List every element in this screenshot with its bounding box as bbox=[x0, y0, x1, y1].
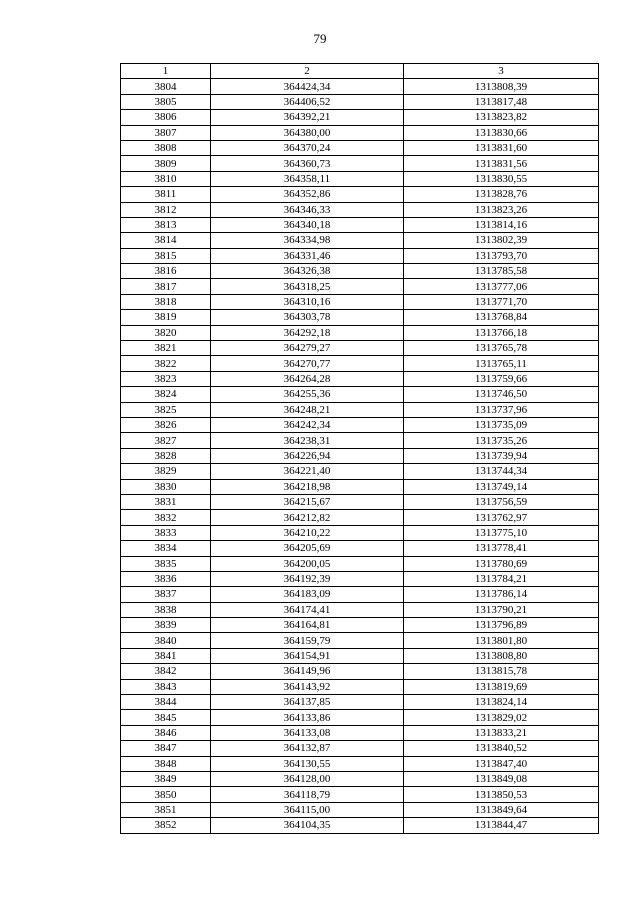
cell-x-coordinate: 364326,38 bbox=[211, 264, 404, 279]
column-header-y-coordinate: 3 bbox=[404, 64, 599, 79]
cell-point-number: 3807 bbox=[121, 125, 211, 140]
cell-y-coordinate: 1313833,21 bbox=[404, 725, 599, 740]
table-row bbox=[121, 264, 599, 279]
cell-y-coordinate: 1313849,64 bbox=[404, 802, 599, 817]
cell-point-number: 3829 bbox=[121, 464, 211, 479]
table-row bbox=[121, 356, 599, 371]
cell-y-coordinate: 1313808,80 bbox=[404, 648, 599, 663]
cell-x-coordinate: 364279,27 bbox=[211, 341, 404, 356]
table-row bbox=[121, 187, 599, 202]
table-row bbox=[121, 633, 599, 648]
column-header-x-coordinate: 2 bbox=[211, 64, 404, 79]
cell-point-number: 3822 bbox=[121, 356, 211, 371]
cell-x-coordinate: 364392,21 bbox=[211, 110, 404, 125]
cell-point-number: 3838 bbox=[121, 602, 211, 617]
table-row bbox=[121, 233, 599, 248]
cell-x-coordinate: 364183,09 bbox=[211, 587, 404, 602]
cell-y-coordinate: 1313737,96 bbox=[404, 402, 599, 417]
cell-y-coordinate: 1313830,66 bbox=[404, 125, 599, 140]
cell-point-number: 3804 bbox=[121, 79, 211, 94]
cell-x-coordinate: 364264,28 bbox=[211, 371, 404, 386]
cell-y-coordinate: 1313849,08 bbox=[404, 771, 599, 786]
cell-point-number: 3847 bbox=[121, 741, 211, 756]
column-header-point-number: 1 bbox=[121, 64, 211, 79]
cell-y-coordinate: 1313771,70 bbox=[404, 294, 599, 309]
table-row bbox=[121, 787, 599, 802]
cell-y-coordinate: 1313759,66 bbox=[404, 371, 599, 386]
cell-y-coordinate: 1313790,21 bbox=[404, 602, 599, 617]
cell-y-coordinate: 1313840,52 bbox=[404, 741, 599, 756]
cell-point-number: 3817 bbox=[121, 279, 211, 294]
table-row bbox=[121, 771, 599, 786]
cell-point-number: 3849 bbox=[121, 771, 211, 786]
cell-point-number: 3841 bbox=[121, 648, 211, 663]
cell-x-coordinate: 364380,00 bbox=[211, 125, 404, 140]
cell-x-coordinate: 364270,77 bbox=[211, 356, 404, 371]
table-row bbox=[121, 433, 599, 448]
cell-x-coordinate: 364331,46 bbox=[211, 248, 404, 263]
cell-point-number: 3827 bbox=[121, 433, 211, 448]
cell-y-coordinate: 1313786,14 bbox=[404, 587, 599, 602]
cell-y-coordinate: 1313765,11 bbox=[404, 356, 599, 371]
cell-y-coordinate: 1313831,60 bbox=[404, 140, 599, 155]
table-row bbox=[121, 710, 599, 725]
cell-y-coordinate: 1313823,82 bbox=[404, 110, 599, 125]
cell-x-coordinate: 364255,36 bbox=[211, 387, 404, 402]
cell-y-coordinate: 1313844,47 bbox=[404, 818, 599, 833]
cell-x-coordinate: 364104,35 bbox=[211, 818, 404, 833]
cell-x-coordinate: 364292,18 bbox=[211, 325, 404, 340]
cell-point-number: 3812 bbox=[121, 202, 211, 217]
cell-point-number: 3809 bbox=[121, 156, 211, 171]
table-row bbox=[121, 387, 599, 402]
cell-x-coordinate: 364132,87 bbox=[211, 741, 404, 756]
cell-point-number: 3814 bbox=[121, 233, 211, 248]
cell-y-coordinate: 1313802,39 bbox=[404, 233, 599, 248]
cell-x-coordinate: 364358,11 bbox=[211, 171, 404, 186]
cell-x-coordinate: 364133,08 bbox=[211, 725, 404, 740]
table-row bbox=[121, 818, 599, 833]
cell-x-coordinate: 364164,81 bbox=[211, 618, 404, 633]
cell-y-coordinate: 1313749,14 bbox=[404, 479, 599, 494]
cell-y-coordinate: 1313777,06 bbox=[404, 279, 599, 294]
table-row bbox=[121, 648, 599, 663]
cell-point-number: 3852 bbox=[121, 818, 211, 833]
table-row bbox=[121, 125, 599, 140]
cell-y-coordinate: 1313850,53 bbox=[404, 787, 599, 802]
cell-x-coordinate: 364192,39 bbox=[211, 571, 404, 586]
cell-point-number: 3824 bbox=[121, 387, 211, 402]
cell-x-coordinate: 364115,00 bbox=[211, 802, 404, 817]
table-row bbox=[121, 587, 599, 602]
table-row bbox=[121, 325, 599, 340]
table-row bbox=[121, 464, 599, 479]
cell-x-coordinate: 364200,05 bbox=[211, 556, 404, 571]
cell-y-coordinate: 1313793,70 bbox=[404, 248, 599, 263]
cell-y-coordinate: 1313775,10 bbox=[404, 525, 599, 540]
cell-x-coordinate: 364174,41 bbox=[211, 602, 404, 617]
cell-point-number: 3837 bbox=[121, 587, 211, 602]
cell-point-number: 3836 bbox=[121, 571, 211, 586]
cell-point-number: 3844 bbox=[121, 695, 211, 710]
table-row bbox=[121, 756, 599, 771]
table-row bbox=[121, 679, 599, 694]
cell-x-coordinate: 364154,91 bbox=[211, 648, 404, 663]
cell-point-number: 3825 bbox=[121, 402, 211, 417]
cell-y-coordinate: 1313801,80 bbox=[404, 633, 599, 648]
cell-point-number: 3843 bbox=[121, 679, 211, 694]
cell-y-coordinate: 1313829,02 bbox=[404, 710, 599, 725]
table-row bbox=[121, 217, 599, 232]
cell-point-number: 3811 bbox=[121, 187, 211, 202]
table-row bbox=[121, 664, 599, 679]
table-row bbox=[121, 618, 599, 633]
cell-x-coordinate: 364210,22 bbox=[211, 525, 404, 540]
cell-y-coordinate: 1313762,97 bbox=[404, 510, 599, 525]
table-row bbox=[121, 248, 599, 263]
cell-y-coordinate: 1313824,14 bbox=[404, 695, 599, 710]
cell-y-coordinate: 1313735,26 bbox=[404, 433, 599, 448]
page-number: 79 bbox=[313, 31, 327, 46]
cell-y-coordinate: 1313739,94 bbox=[404, 448, 599, 463]
cell-x-coordinate: 364406,52 bbox=[211, 94, 404, 109]
table-row bbox=[121, 279, 599, 294]
cell-y-coordinate: 1313784,21 bbox=[404, 571, 599, 586]
table-row bbox=[121, 202, 599, 217]
cell-point-number: 3834 bbox=[121, 541, 211, 556]
table-row bbox=[121, 695, 599, 710]
cell-x-coordinate: 364221,40 bbox=[211, 464, 404, 479]
coordinates-table bbox=[120, 63, 599, 834]
cell-point-number: 3823 bbox=[121, 371, 211, 386]
cell-x-coordinate: 364118,79 bbox=[211, 787, 404, 802]
cell-x-coordinate: 364318,25 bbox=[211, 279, 404, 294]
cell-x-coordinate: 364248,21 bbox=[211, 402, 404, 417]
table-row bbox=[121, 171, 599, 186]
table-row bbox=[121, 371, 599, 386]
cell-x-coordinate: 364128,00 bbox=[211, 771, 404, 786]
cell-x-coordinate: 364143,92 bbox=[211, 679, 404, 694]
table-row bbox=[121, 541, 599, 556]
cell-point-number: 3820 bbox=[121, 325, 211, 340]
cell-y-coordinate: 1313823,26 bbox=[404, 202, 599, 217]
cell-x-coordinate: 364340,18 bbox=[211, 217, 404, 232]
table-row bbox=[121, 510, 599, 525]
cell-x-coordinate: 364218,98 bbox=[211, 479, 404, 494]
table-row bbox=[121, 448, 599, 463]
cell-x-coordinate: 364137,85 bbox=[211, 695, 404, 710]
table-row bbox=[121, 156, 599, 171]
cell-y-coordinate: 1313808,39 bbox=[404, 79, 599, 94]
cell-point-number: 3830 bbox=[121, 479, 211, 494]
cell-point-number: 3835 bbox=[121, 556, 211, 571]
cell-y-coordinate: 1313778,41 bbox=[404, 541, 599, 556]
table-row bbox=[121, 479, 599, 494]
cell-x-coordinate: 364226,94 bbox=[211, 448, 404, 463]
cell-y-coordinate: 1313819,69 bbox=[404, 679, 599, 694]
table-row bbox=[121, 110, 599, 125]
table-row bbox=[121, 94, 599, 109]
cell-point-number: 3826 bbox=[121, 417, 211, 432]
cell-y-coordinate: 1313744,34 bbox=[404, 464, 599, 479]
cell-y-coordinate: 1313815,78 bbox=[404, 664, 599, 679]
table-row bbox=[121, 402, 599, 417]
cell-point-number: 3840 bbox=[121, 633, 211, 648]
table-row bbox=[121, 802, 599, 817]
table-row bbox=[121, 79, 599, 94]
table-row bbox=[121, 140, 599, 155]
cell-y-coordinate: 1313765,78 bbox=[404, 341, 599, 356]
cell-point-number: 3808 bbox=[121, 140, 211, 155]
table-row bbox=[121, 602, 599, 617]
cell-x-coordinate: 364133,86 bbox=[211, 710, 404, 725]
cell-x-coordinate: 364149,96 bbox=[211, 664, 404, 679]
cell-point-number: 3848 bbox=[121, 756, 211, 771]
cell-point-number: 3850 bbox=[121, 787, 211, 802]
cell-point-number: 3815 bbox=[121, 248, 211, 263]
cell-point-number: 3828 bbox=[121, 448, 211, 463]
cell-y-coordinate: 1313817,48 bbox=[404, 94, 599, 109]
cell-x-coordinate: 364130,55 bbox=[211, 756, 404, 771]
cell-x-coordinate: 364370,24 bbox=[211, 140, 404, 155]
cell-y-coordinate: 1313746,50 bbox=[404, 387, 599, 402]
cell-x-coordinate: 364205,69 bbox=[211, 541, 404, 556]
cell-x-coordinate: 364346,33 bbox=[211, 202, 404, 217]
cell-x-coordinate: 364424,34 bbox=[211, 79, 404, 94]
cell-point-number: 3851 bbox=[121, 802, 211, 817]
table-row bbox=[121, 294, 599, 309]
table-row bbox=[121, 310, 599, 325]
cell-y-coordinate: 1313735,09 bbox=[404, 417, 599, 432]
cell-x-coordinate: 364303,78 bbox=[211, 310, 404, 325]
cell-point-number: 3831 bbox=[121, 494, 211, 509]
cell-x-coordinate: 364212,82 bbox=[211, 510, 404, 525]
cell-y-coordinate: 1313785,58 bbox=[404, 264, 599, 279]
cell-point-number: 3818 bbox=[121, 294, 211, 309]
cell-x-coordinate: 364352,86 bbox=[211, 187, 404, 202]
cell-x-coordinate: 364159,79 bbox=[211, 633, 404, 648]
cell-x-coordinate: 364215,67 bbox=[211, 494, 404, 509]
table-header bbox=[121, 64, 599, 79]
cell-y-coordinate: 1313828,76 bbox=[404, 187, 599, 202]
cell-point-number: 3846 bbox=[121, 725, 211, 740]
cell-y-coordinate: 1313830,55 bbox=[404, 171, 599, 186]
cell-y-coordinate: 1313780,69 bbox=[404, 556, 599, 571]
table-row bbox=[121, 525, 599, 540]
cell-y-coordinate: 1313831,56 bbox=[404, 156, 599, 171]
table-row bbox=[121, 741, 599, 756]
header-row bbox=[121, 64, 599, 79]
table-row bbox=[121, 417, 599, 432]
cell-x-coordinate: 364242,34 bbox=[211, 417, 404, 432]
cell-point-number: 3813 bbox=[121, 217, 211, 232]
cell-point-number: 3810 bbox=[121, 171, 211, 186]
cell-point-number: 3833 bbox=[121, 525, 211, 540]
cell-point-number: 3832 bbox=[121, 510, 211, 525]
cell-point-number: 3845 bbox=[121, 710, 211, 725]
cell-x-coordinate: 364310,16 bbox=[211, 294, 404, 309]
table-row bbox=[121, 725, 599, 740]
table-row bbox=[121, 571, 599, 586]
cell-y-coordinate: 1313814,16 bbox=[404, 217, 599, 232]
cell-y-coordinate: 1313768,84 bbox=[404, 310, 599, 325]
cell-point-number: 3805 bbox=[121, 94, 211, 109]
cell-point-number: 3819 bbox=[121, 310, 211, 325]
cell-y-coordinate: 1313766,18 bbox=[404, 325, 599, 340]
cell-y-coordinate: 1313847,40 bbox=[404, 756, 599, 771]
cell-point-number: 3816 bbox=[121, 264, 211, 279]
cell-y-coordinate: 1313756,59 bbox=[404, 494, 599, 509]
table-row bbox=[121, 341, 599, 356]
cell-point-number: 3821 bbox=[121, 341, 211, 356]
table-body bbox=[121, 79, 599, 833]
cell-point-number: 3839 bbox=[121, 618, 211, 633]
cell-point-number: 3806 bbox=[121, 110, 211, 125]
cell-x-coordinate: 364334,98 bbox=[211, 233, 404, 248]
table-row bbox=[121, 556, 599, 571]
cell-y-coordinate: 1313796,89 bbox=[404, 618, 599, 633]
table-row bbox=[121, 494, 599, 509]
cell-x-coordinate: 364360,73 bbox=[211, 156, 404, 171]
cell-x-coordinate: 364238,31 bbox=[211, 433, 404, 448]
cell-point-number: 3842 bbox=[121, 664, 211, 679]
